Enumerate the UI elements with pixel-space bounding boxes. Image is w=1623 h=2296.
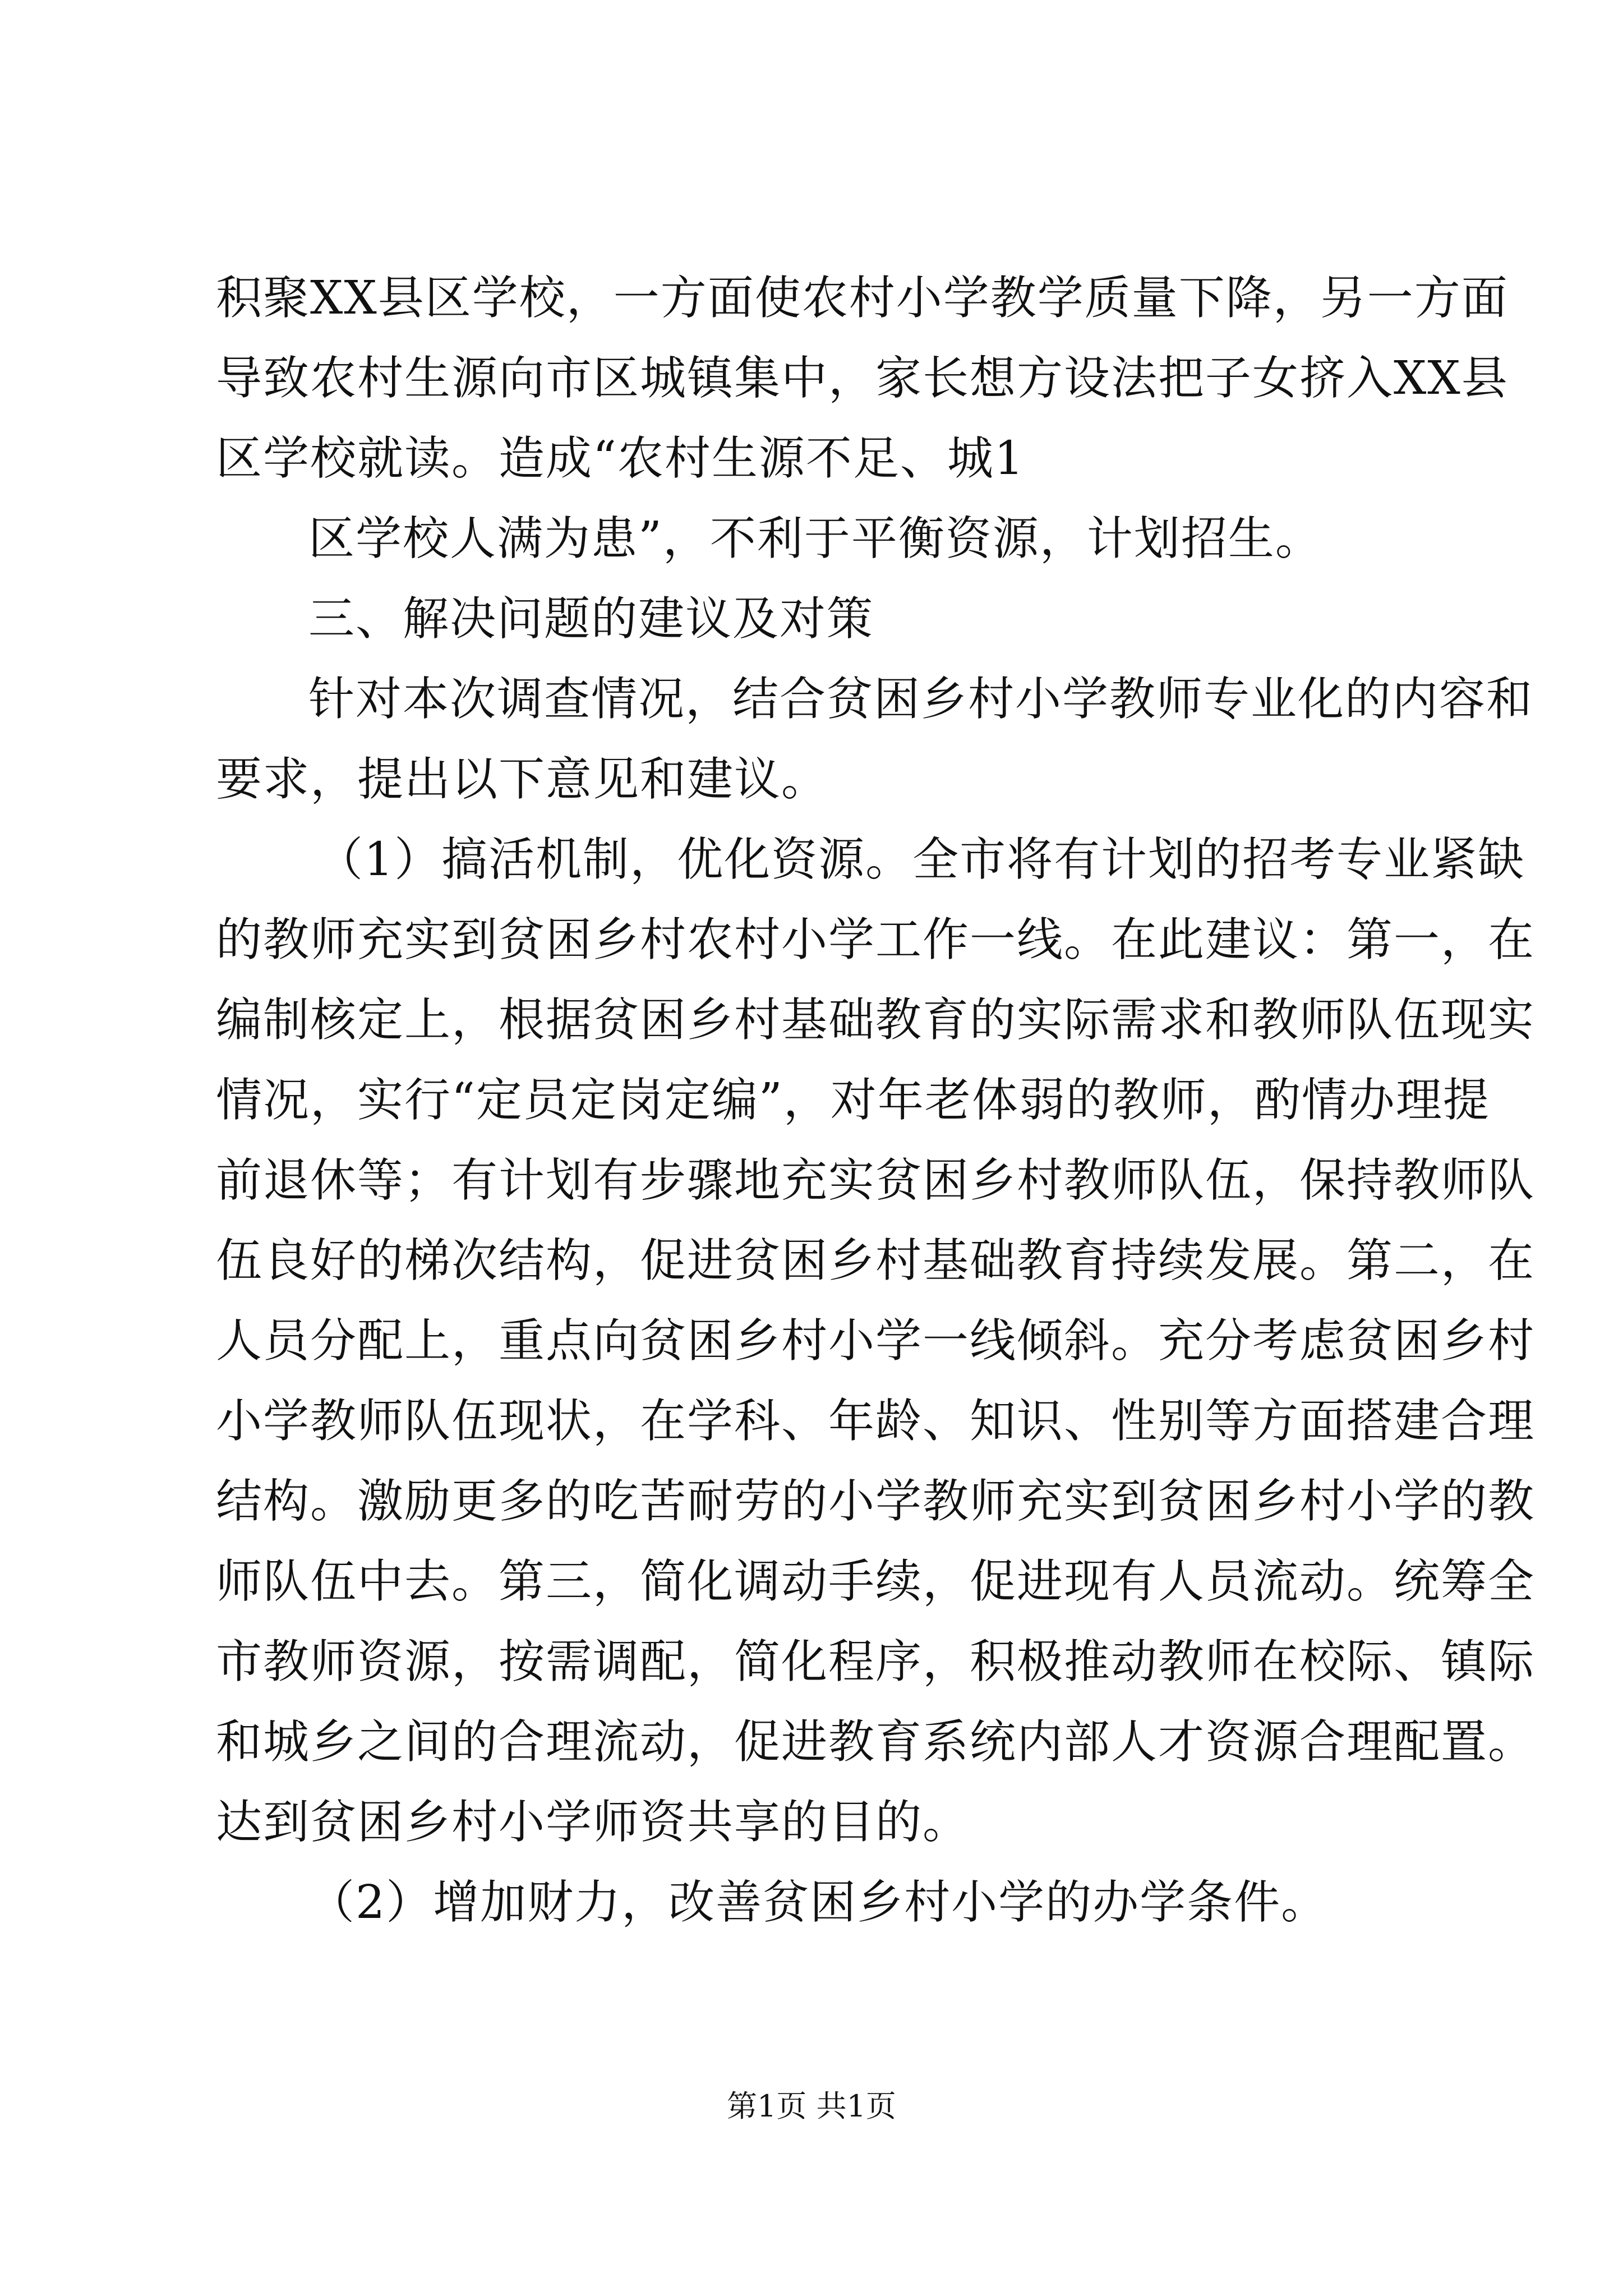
- text-line: 和城乡之间的合理流动，促进教育系统内部人才资源合理配置。: [216, 1715, 1536, 1769]
- section-heading: 三、解决问题的建议及对策: [308, 592, 874, 646]
- text-line: 市教师资源，按需调配，简化程序，积极推动教师在校际、镇际: [216, 1635, 1536, 1688]
- text-line: 师队伍中去。第三，简化调动手续，促进现有人员流动。统筹全: [216, 1555, 1536, 1608]
- document-body: [216, 258, 1536, 1943]
- text-line: （1）搞活机制，优化资源。全市将有计划的招考专业紧缺: [317, 833, 1525, 886]
- text-line: 情况，实行“定员定岗定编”，对年老体弱的教师，酌情办理提: [216, 1074, 1490, 1127]
- text-line: （2）增加财力，改善贫困乡村小学的办学条件。: [308, 1876, 1329, 1929]
- text-line: 导致农村生源向市区城镇集中，家长想方设法把子女挤入XX县: [216, 352, 1509, 405]
- text-line: 前退休等；有计划有步骤地充实贫困乡村教师队伍，保持教师队: [216, 1154, 1536, 1207]
- text-line: 编制核定上，根据贫困乡村基础教育的实际需求和教师队伍现实: [216, 993, 1536, 1047]
- text-line: 人员分配上，重点向贫困乡村小学一线倾斜。充分考虑贫困乡村: [216, 1314, 1536, 1368]
- text-line: 区学校就读。造成“农村生源不足、城1: [216, 432, 1025, 485]
- text-line: 要求，提出以下意见和建议。: [216, 753, 829, 806]
- text-line: 达到贫困乡村小学师资共享的目的。: [216, 1796, 970, 1849]
- text-line: 小学教师队伍现状，在学科、年龄、知识、性别等方面搭建合理: [216, 1395, 1536, 1448]
- text-line: 伍良好的梯次结构，促进贫困乡村基础教育持续发展。第二，在: [216, 1234, 1536, 1287]
- text-line: 积聚XX县区学校，一方面使农村小学教学质量下降，另一方面: [216, 272, 1509, 325]
- text-line: 针对本次调查情况，结合贫困乡村小学教师专业化的内容和: [308, 673, 1534, 726]
- page-number-footer: 第1页 共1页: [727, 2088, 896, 2124]
- text-line: 区学校人满为患”，不利于平衡资源，计划招生。: [308, 512, 1322, 565]
- text-line: 结构。激励更多的吃苦耐劳的小学教师充实到贫困乡村小学的教: [216, 1475, 1536, 1528]
- text-line: 的教师充实到贫困乡村农村小学工作一线。在此建议：第一，在: [216, 913, 1536, 967]
